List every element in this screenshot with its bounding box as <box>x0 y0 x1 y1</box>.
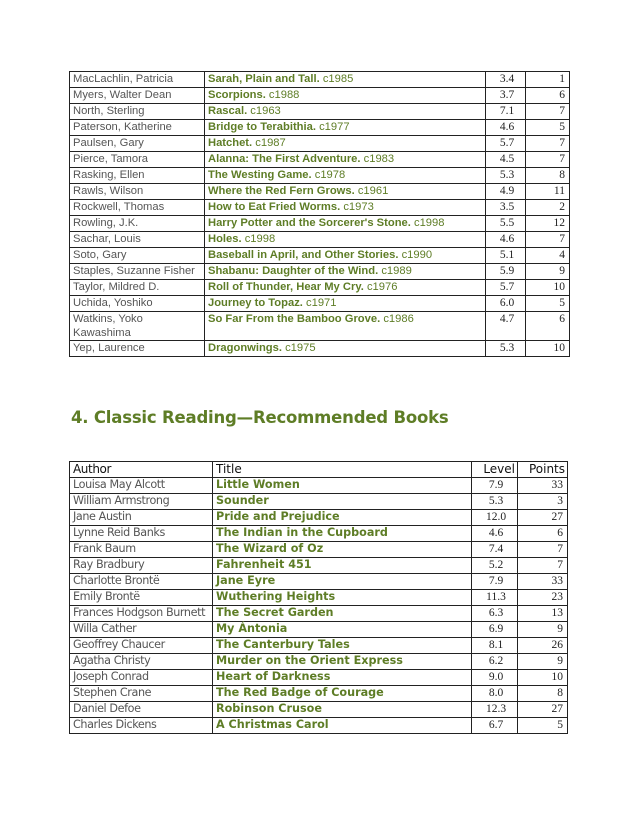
table-row <box>70 670 568 686</box>
book-year: c1988 <box>268 89 300 101</box>
author-cell: William Armstrong <box>70 494 213 510</box>
points-cell: 8 <box>518 686 568 702</box>
points-cell: 7 <box>526 232 570 248</box>
section-heading: 4. Classic Reading—Recommended Books <box>71 408 449 427</box>
book-year: c1990 <box>401 249 433 261</box>
book-year: c1961 <box>357 185 389 197</box>
points-cell: 7 <box>518 558 568 574</box>
table-row <box>70 478 568 494</box>
level-cell: 3.4 <box>486 72 526 88</box>
level-cell: 8.0 <box>472 686 518 702</box>
author-cell: Frank Baum <box>70 542 213 558</box>
book-year: c1983 <box>363 153 395 165</box>
title-cell: The Indian in the Cupboard <box>213 526 472 542</box>
title-cell <box>205 168 486 184</box>
points-cell: 6 <box>526 312 570 341</box>
table-row <box>70 136 570 152</box>
book-year: c1976 <box>366 281 398 293</box>
table-row <box>70 312 570 341</box>
points-cell: 27 <box>518 510 568 526</box>
author-cell: Charlotte Brontë <box>70 574 213 590</box>
book-title: Bridge to Terabithia. <box>208 121 316 133</box>
book-year: c1985 <box>322 73 354 85</box>
title-cell <box>205 232 486 248</box>
level-cell: 5.7 <box>486 136 526 152</box>
author-cell: Paulsen, Gary <box>70 136 205 152</box>
title-cell: Little Women <box>213 478 472 494</box>
level-cell: 8.1 <box>472 638 518 654</box>
author-cell: Sachar, Louis <box>70 232 205 248</box>
table-row <box>70 606 568 622</box>
level-cell: 4.6 <box>472 526 518 542</box>
points-cell: 13 <box>518 606 568 622</box>
level-cell: 5.9 <box>486 264 526 280</box>
book-title: Dragonwings. <box>208 342 282 354</box>
book-year: c1978 <box>314 169 346 181</box>
author-cell: Rowling, J.K. <box>70 216 205 232</box>
title-cell <box>205 216 486 232</box>
table-row <box>70 686 568 702</box>
level-cell: 4.6 <box>486 120 526 136</box>
book-year: c1987 <box>255 137 286 149</box>
book-title: The Westing Game. <box>208 169 312 181</box>
level-cell: 9.0 <box>472 670 518 686</box>
level-cell: 12.3 <box>472 702 518 718</box>
title-cell: Heart of Darkness <box>213 670 472 686</box>
author-cell: Taylor, Mildred D. <box>70 280 205 296</box>
level-cell: 5.5 <box>486 216 526 232</box>
title-cell <box>205 88 486 104</box>
title-cell <box>205 296 486 312</box>
title-cell <box>205 264 486 280</box>
points-cell: 33 <box>518 478 568 494</box>
table-row <box>70 184 570 200</box>
table-row <box>70 590 568 606</box>
level-cell: 6.3 <box>472 606 518 622</box>
points-cell: 7 <box>526 104 570 120</box>
table-row <box>70 702 568 718</box>
points-cell: 9 <box>518 622 568 638</box>
points-cell: 10 <box>526 341 570 357</box>
points-cell: 9 <box>518 654 568 670</box>
points-cell: 7 <box>526 136 570 152</box>
book-year: c1998 <box>413 217 445 229</box>
author-cell: Staples, Suzanne Fisher <box>70 264 205 280</box>
level-cell: 6.7 <box>472 718 518 734</box>
title-cell <box>205 248 486 264</box>
book-title: Sarah, Plain and Tall. <box>208 73 320 85</box>
points-cell: 1 <box>526 72 570 88</box>
level-cell: 4.9 <box>486 184 526 200</box>
level-cell: 7.9 <box>472 574 518 590</box>
title-cell <box>205 72 486 88</box>
title-cell: The Secret Garden <box>213 606 472 622</box>
points-cell: 7 <box>526 152 570 168</box>
level-cell: 4.6 <box>486 232 526 248</box>
level-cell: 6.9 <box>472 622 518 638</box>
title-cell: The Wizard of Oz <box>213 542 472 558</box>
author-cell: Charles Dickens <box>70 718 213 734</box>
author-cell: Myers, Walter Dean <box>70 88 205 104</box>
title-cell: The Canterbury Tales <box>213 638 472 654</box>
book-year: c1998 <box>244 233 276 245</box>
title-cell: Robinson Crusoe <box>213 702 472 718</box>
author-cell: Paterson, Katherine <box>70 120 205 136</box>
title-cell: Sounder <box>213 494 472 510</box>
table-row <box>70 120 570 136</box>
title-cell <box>205 312 486 341</box>
table-row <box>70 654 568 670</box>
table-row <box>70 248 570 264</box>
author-cell: Emily Brontë <box>70 590 213 606</box>
level-cell: 7.1 <box>486 104 526 120</box>
table-row <box>70 526 568 542</box>
book-title: Holes. <box>208 233 242 245</box>
author-cell: Rockwell, Thomas <box>70 200 205 216</box>
book-year: c1977 <box>319 121 350 133</box>
points-cell: 26 <box>518 638 568 654</box>
table-row <box>70 88 570 104</box>
book-year: c1963 <box>250 105 281 117</box>
table-row <box>70 622 568 638</box>
table-row <box>70 558 568 574</box>
book-title: Scorpions. <box>208 89 266 101</box>
header-points: Points <box>518 462 568 478</box>
points-cell: 27 <box>518 702 568 718</box>
level-cell: 3.7 <box>486 88 526 104</box>
table-row <box>70 542 568 558</box>
title-cell <box>205 341 486 357</box>
author-cell: Joseph Conrad <box>70 670 213 686</box>
author-cell: Willa Cather <box>70 622 213 638</box>
title-cell: Murder on the Orient Express <box>213 654 472 670</box>
points-cell: 33 <box>518 574 568 590</box>
book-title: Harry Potter and the Sorcerer's Stone. <box>208 217 411 229</box>
author-cell: Yep, Laurence <box>70 341 205 357</box>
title-cell: Jane Eyre <box>213 574 472 590</box>
points-cell: 6 <box>526 88 570 104</box>
level-cell: 5.7 <box>486 280 526 296</box>
book-year: c1973 <box>343 201 374 213</box>
author-cell: Geoffrey Chaucer <box>70 638 213 654</box>
book-title: Where the Red Fern Grows. <box>208 185 355 197</box>
title-cell: A Christmas Carol <box>213 718 472 734</box>
table-header-row <box>70 462 568 478</box>
title-cell <box>205 120 486 136</box>
book-year: c1986 <box>383 313 414 325</box>
book-title: Hatchet. <box>208 137 253 149</box>
header-level: Level <box>472 462 518 478</box>
table-row <box>70 200 570 216</box>
author-cell: Agatha Christy <box>70 654 213 670</box>
author-cell: Soto, Gary <box>70 248 205 264</box>
author-cell: Pierce, Tamora <box>70 152 205 168</box>
points-cell: 10 <box>518 670 568 686</box>
level-cell: 5.3 <box>486 341 526 357</box>
table-row <box>70 574 568 590</box>
table-row <box>70 296 570 312</box>
table-row <box>70 341 570 357</box>
book-year: c1989 <box>381 265 412 277</box>
author-cell: Rasking, Ellen <box>70 168 205 184</box>
table-row <box>70 72 570 88</box>
points-cell: 4 <box>526 248 570 264</box>
table-row <box>70 510 568 526</box>
title-cell <box>205 280 486 296</box>
author-cell: Ray Bradbury <box>70 558 213 574</box>
table-row <box>70 638 568 654</box>
book-title: Journey to Topaz. <box>208 297 303 309</box>
level-cell: 5.3 <box>486 168 526 184</box>
points-cell: 9 <box>526 264 570 280</box>
author-cell: Jane Austin <box>70 510 213 526</box>
points-cell: 11 <box>526 184 570 200</box>
newbery-books-table <box>69 71 570 357</box>
points-cell: 7 <box>518 542 568 558</box>
author-cell: MacLachlin, Patricia <box>70 72 205 88</box>
level-cell: 3.5 <box>486 200 526 216</box>
points-cell: 23 <box>518 590 568 606</box>
level-cell: 6.0 <box>486 296 526 312</box>
table-row <box>70 104 570 120</box>
author-cell: Lynne Reid Banks <box>70 526 213 542</box>
book-title: Baseball in April, and Other Stories. <box>208 249 399 261</box>
level-cell: 7.9 <box>472 478 518 494</box>
table-row <box>70 168 570 184</box>
title-cell <box>205 136 486 152</box>
points-cell: 8 <box>526 168 570 184</box>
author-cell: Stephen Crane <box>70 686 213 702</box>
points-cell: 3 <box>518 494 568 510</box>
level-cell: 4.5 <box>486 152 526 168</box>
book-title: Alanna: The First Adventure. <box>208 153 361 165</box>
title-cell: My Ántonia <box>213 622 472 638</box>
table-row <box>70 718 568 734</box>
title-cell <box>205 152 486 168</box>
book-title: How to Eat Fried Worms. <box>208 201 341 213</box>
points-cell: 5 <box>526 120 570 136</box>
table-row <box>70 232 570 248</box>
header-title: Title <box>213 462 472 478</box>
table-row <box>70 280 570 296</box>
book-title: So Far From the Bamboo Grove. <box>208 313 381 325</box>
title-cell: The Red Badge of Courage <box>213 686 472 702</box>
table-row <box>70 152 570 168</box>
author-cell: Rawls, Wilson <box>70 184 205 200</box>
book-year: c1971 <box>306 297 337 309</box>
level-cell: 4.7 <box>486 312 526 341</box>
points-cell: 12 <box>526 216 570 232</box>
level-cell: 5.2 <box>472 558 518 574</box>
author-cell: North, Sterling <box>70 104 205 120</box>
points-cell: 5 <box>526 296 570 312</box>
author-cell: Frances Hodgson Burnett <box>70 606 213 622</box>
points-cell: 5 <box>518 718 568 734</box>
table-row <box>70 264 570 280</box>
header-author: Author <box>70 462 213 478</box>
table-row <box>70 216 570 232</box>
title-cell <box>205 104 486 120</box>
title-cell: Pride and Prejudice <box>213 510 472 526</box>
level-cell: 5.3 <box>472 494 518 510</box>
author-cell: Uchida, Yoshiko <box>70 296 205 312</box>
level-cell: 7.4 <box>472 542 518 558</box>
author-cell: Watkins, Yoko Kawashima <box>70 312 205 341</box>
title-cell: Wuthering Heights <box>213 590 472 606</box>
level-cell: 12.0 <box>472 510 518 526</box>
level-cell: 11.3 <box>472 590 518 606</box>
level-cell: 6.2 <box>472 654 518 670</box>
points-cell: 6 <box>518 526 568 542</box>
table-row <box>70 494 568 510</box>
book-year: c1975 <box>285 342 316 354</box>
author-cell: Louisa May Alcott <box>70 478 213 494</box>
author-cell: Daniel Defoe <box>70 702 213 718</box>
points-cell: 10 <box>526 280 570 296</box>
classic-books-table <box>69 461 568 734</box>
points-cell: 2 <box>526 200 570 216</box>
title-cell: Fahrenheit 451 <box>213 558 472 574</box>
level-cell: 5.1 <box>486 248 526 264</box>
title-cell <box>205 200 486 216</box>
book-title: Rascal. <box>208 105 248 117</box>
book-title: Shabanu: Daughter of the Wind. <box>208 265 379 277</box>
book-title: Roll of Thunder, Hear My Cry. <box>208 281 364 293</box>
title-cell <box>205 184 486 200</box>
